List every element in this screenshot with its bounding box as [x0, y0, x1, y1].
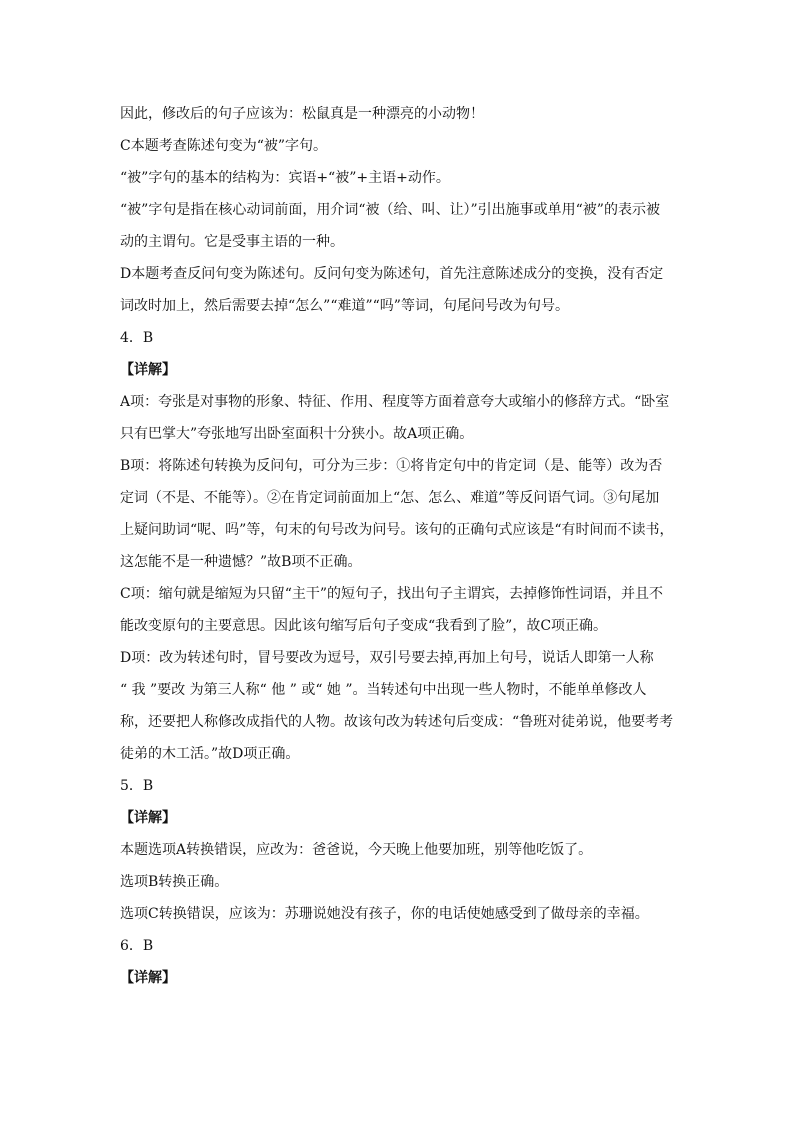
text-line: 选项C转换错误，应该为：苏珊说她没有孩子，你的电话使她感受到了做母亲的幸福。 — [120, 906, 649, 922]
text-line: 本题选项A转换错误，应改为：爸爸说，今天晚上他要加班，别等他吃饭了。 — [120, 842, 593, 858]
text-line: D本题考查反问句变为陈述句。反问句变为陈述句，首先注意陈述成分的变换，没有否定 — [120, 266, 664, 282]
text-line: 只有巴掌大”夸张地写出卧室面积十分狭小。故A项正确。 — [120, 426, 474, 442]
document-page — [120, 98, 680, 994]
text-line: “ 我 ”要改 为第三人称“ 他 ” 或“ 她 ”。当转述句中出现一些人物时，不能单单修改人 — [120, 682, 647, 698]
text-line: 因此，修改后的句子应该为：松鼠真是一种漂亮的小动物！ — [120, 106, 484, 122]
text-line: 词改时加上，然后需要去掉“怎么”“难道”“吗”等词，句尾问号改为句号。 — [120, 298, 569, 314]
text-line: 这怎能不是一种遗憾？”故B项不正确。 — [120, 554, 362, 570]
text-line: 上疑问助词“呢、吗”等，句末的句号改为问号。该句的正确句式应该是“有时间而不读书， — [120, 522, 674, 538]
question-number: 5．B — [120, 778, 154, 794]
section-heading: 【详解】 — [120, 970, 176, 986]
text-line: 选项B转换正确。 — [120, 874, 229, 890]
text-line: B项：将陈述句转换为反问句，可分为三步：①将肯定句中的肯定词（是、能等）改为否 — [120, 458, 663, 474]
section-heading: 【详解】 — [120, 810, 176, 826]
text-line: D项：改为转述句时，冒号要改为逗号，双引号要去掉,再加上句号，说话人即第一人称 — [120, 650, 654, 666]
text-line: 定词（不是、不能等）。②在肯定词前面加上“怎、怎么、难道”等反问语气词。③句尾加 — [120, 490, 660, 506]
text-line: 动的主谓句。它是受事主语的一种。 — [120, 234, 344, 250]
text-line: C项：缩句就是缩短为只留“主干”的短句子，找出句子主谓宾，去掉修饰性词语，并且不 — [120, 586, 664, 602]
question-number: 6．B — [120, 938, 154, 954]
question-number: 4．B — [120, 330, 154, 346]
text-line: 称，还要把人称修改成指代的人物。故该句改为转述句后变成：“鲁班对徒弟说，他要考考 — [120, 714, 674, 730]
text-line: “被”字句的基本的结构为：宾语+“被”+主语+动作。 — [120, 170, 450, 186]
text-line: 能改变原句的主要意思。因此该句缩写后句子变成“我看到了脸”，故C项正确。 — [120, 618, 608, 634]
text-line: C本题考查陈述句变为“被”字句。 — [120, 138, 328, 154]
section-heading: 【详解】 — [120, 362, 176, 378]
text-line: “被”字句是指在核心动词前面，用介词“被（给、叫、让）”引出施事或单用“被”的表示被 — [120, 202, 660, 218]
text-line: 徒弟的木工活。”故D项正确。 — [120, 746, 300, 762]
text-line: A项：夸张是对事物的形象、特征、作用、程度等方面着意夸大或缩小的修辞方式。“卧室 — [120, 394, 670, 410]
